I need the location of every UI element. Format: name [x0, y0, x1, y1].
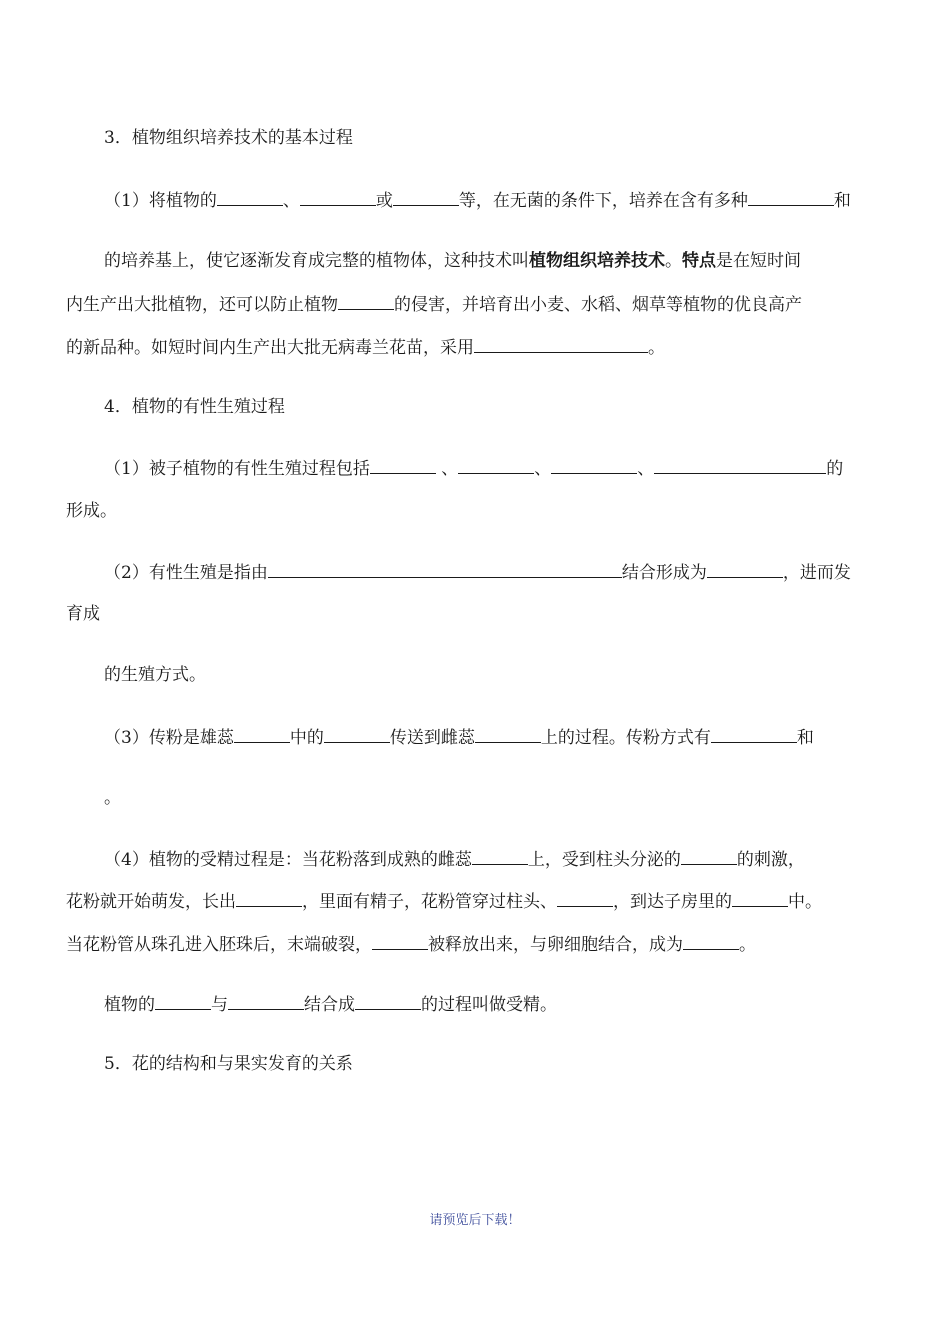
section-4-p3-line-1 [104, 725, 814, 750]
fill-blank[interactable] [458, 456, 534, 474]
fill-blank[interactable] [707, 560, 783, 578]
text: 和 [833, 191, 851, 211]
text: 、 [282, 191, 300, 211]
fill-blank[interactable] [654, 456, 826, 474]
text: 、 [637, 459, 655, 479]
text: 中的 [289, 728, 324, 748]
text: ，进而发 [782, 563, 851, 583]
text: 上的过程。传粉方式有 [540, 728, 711, 748]
section-3-line-2 [104, 249, 801, 273]
fill-blank[interactable] [370, 456, 436, 474]
section-3-line-4 [66, 335, 665, 360]
section-4-p4-line-3 [66, 932, 756, 957]
fill-blank[interactable] [551, 456, 637, 474]
text: 的刺激， [736, 850, 805, 870]
text: 的过程叫做受精。 [421, 995, 557, 1015]
text: （4）植物的受精过程是：当花粉落到成熟的雌蕊 [104, 850, 472, 870]
fill-blank[interactable] [338, 292, 394, 310]
text: 。 [648, 338, 665, 358]
fill-blank[interactable] [475, 725, 541, 743]
text: 结合成 [304, 995, 355, 1015]
fill-blank[interactable] [557, 889, 613, 907]
section-4-p3-line-2: 。 [104, 788, 121, 808]
text: 的培养基上，使它逐渐发育成完整的植物体，这种技术叫 [104, 251, 529, 271]
fill-blank[interactable] [155, 992, 211, 1010]
bold-feature: 特点 [682, 251, 716, 271]
text: 中。 [788, 892, 822, 912]
footer-note: 请预览后下载！ [429, 1213, 521, 1228]
text: ，里面有精子，花粉管穿过柱头、 [302, 892, 557, 912]
section-4-p5-line-1 [104, 992, 557, 1017]
section-4-p2-line-1 [104, 560, 851, 585]
fill-blank[interactable] [472, 847, 528, 865]
section-4-p2-line-2: 育成 [66, 604, 100, 624]
text: （1）将植物的 [104, 191, 217, 211]
text: 上，受到柱头分泌的 [527, 850, 681, 870]
fill-blank[interactable] [711, 725, 797, 743]
text: 的侵害，并培育出小麦、水稻、烟草等植物的优良高产 [394, 295, 802, 315]
text: 和 [796, 728, 814, 748]
section-4-p1-line-2: 形成。 [66, 501, 117, 521]
text: 等，在无菌的条件下，培养在含有多种 [458, 191, 748, 211]
text: 。 [739, 935, 756, 955]
section-3-line-3 [66, 292, 802, 317]
text: ，到达子房里的 [613, 892, 732, 912]
section-4-p4-line-2 [66, 889, 822, 914]
text: 的新品种。如短时间内生产出大批无病毒兰花苗，采用 [66, 338, 474, 358]
fill-blank[interactable] [217, 188, 283, 206]
fill-blank[interactable] [681, 847, 737, 865]
fill-blank[interactable] [683, 932, 739, 950]
fill-blank[interactable] [732, 889, 788, 907]
text: （2）有性生殖是指由 [104, 563, 268, 583]
section-4-p2-line-3: 的生殖方式。 [104, 665, 206, 685]
text: （3）传粉是雄蕊 [104, 728, 234, 748]
text: 植物的 [104, 995, 155, 1015]
section-4-p1-line-1 [104, 456, 843, 481]
text: 、 [435, 459, 459, 479]
section-3-line-1 [104, 188, 851, 213]
text: 、 [534, 459, 552, 479]
section-4-p4-line-1 [104, 847, 805, 872]
text: 结合形成为 [621, 563, 707, 583]
fill-blank[interactable] [393, 188, 459, 206]
text: 或 [375, 191, 393, 211]
fill-blank[interactable] [268, 560, 622, 578]
text: 内生产出大批植物，还可以防止植物 [66, 295, 338, 315]
fill-blank[interactable] [372, 932, 428, 950]
text: 的 [826, 459, 844, 479]
fill-blank[interactable] [234, 725, 290, 743]
fill-blank[interactable] [300, 188, 376, 206]
text: 与 [211, 995, 228, 1015]
text: 传送到雌蕊 [389, 728, 475, 748]
text: 当花粉管从珠孔进入胚珠后，末端破裂， [66, 935, 372, 955]
fill-blank[interactable] [236, 889, 302, 907]
fill-blank[interactable] [474, 335, 648, 353]
bold-term: 植物组织培养技术 [529, 251, 665, 271]
fill-blank[interactable] [355, 992, 421, 1010]
text: 。 [665, 251, 682, 271]
text: （1）被子植物的有性生殖过程包括 [104, 459, 370, 479]
text: 花粉就开始萌发，长出 [66, 892, 236, 912]
text: 是在短时间 [716, 251, 801, 271]
text: 被释放出来，与卵细胞结合，成为 [428, 935, 683, 955]
section-5-heading: 5．花的结构和与果实发育的关系 [104, 1054, 353, 1074]
fill-blank[interactable] [324, 725, 390, 743]
section-3-heading: 3．植物组织培养技术的基本过程 [104, 128, 353, 148]
fill-blank[interactable] [748, 188, 834, 206]
section-4-heading: 4．植物的有性生殖过程 [104, 397, 285, 417]
fill-blank[interactable] [228, 992, 304, 1010]
